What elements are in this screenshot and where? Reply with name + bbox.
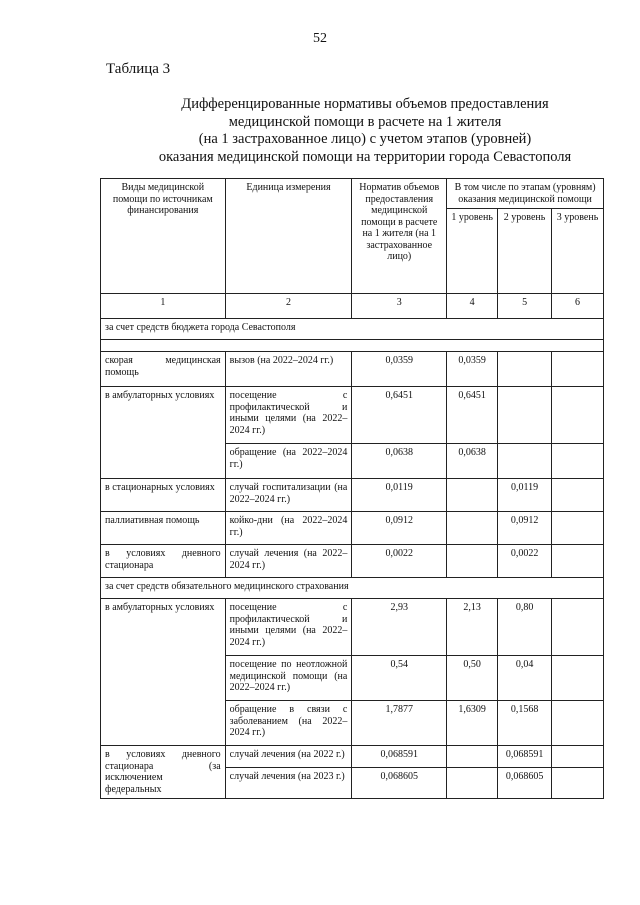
cell-unit: посещение по неотложной медицинской помощи (на 2022–2024 гг.) — [225, 656, 352, 701]
table-row — [101, 545, 604, 578]
cell-unit: случай лечения (на 2023 г.) — [225, 768, 352, 799]
title-line: оказания медицинской помощи на территории города Севастополя — [158, 148, 572, 165]
cell-level2 — [498, 387, 552, 444]
cell-level1: 0,0638 — [447, 444, 498, 479]
table-title — [90, 96, 640, 166]
title-line: Дифференцированные нормативы объемов предоставления — [181, 96, 549, 112]
header-levels-group: В том числе по этапам (уровням) оказания медицинской помощи — [447, 179, 604, 209]
cell-level2 — [498, 444, 552, 479]
cell-level3 — [552, 545, 604, 578]
cell-norm: 0,0638 — [352, 444, 447, 479]
cell-level3 — [552, 768, 604, 799]
cell-norm: 0,6451 — [352, 387, 447, 444]
cell-level1: 2,13 — [447, 599, 498, 656]
cell-level2 — [498, 352, 552, 387]
column-number: 2 — [225, 294, 352, 319]
cell-norm: 0,0359 — [352, 352, 447, 387]
cell-level3 — [552, 746, 604, 768]
cell-norm: 0,068605 — [352, 768, 447, 799]
table-row — [101, 387, 604, 444]
cell-unit: койко-дни (на 2022–2024 гг.) — [225, 512, 352, 545]
cell-unit: посещение с профилактической и иными целями (на 2022–2024 гг.) — [225, 387, 352, 444]
cell-level3 — [552, 479, 604, 512]
cell-type: в условиях дневного стационара (за исключением федеральных — [101, 746, 226, 799]
section-row — [101, 319, 604, 340]
cell-unit: обращение в связи с заболеванием (на 2022–2024 гг.) — [225, 701, 352, 746]
title-line: медицинской помощи в расчете на 1 жителя — [228, 113, 502, 130]
cell-level1: 1,6309 — [447, 701, 498, 746]
table-row — [101, 479, 604, 512]
cell-level3 — [552, 387, 604, 444]
cell-level1 — [447, 768, 498, 799]
cell-norm: 1,7877 — [352, 701, 447, 746]
column-number: 5 — [498, 294, 552, 319]
cell-level3 — [552, 599, 604, 656]
cell-type: паллиативная помощь — [101, 512, 226, 545]
cell-level2: 0,0119 — [498, 479, 552, 512]
section-row — [101, 578, 604, 599]
cell-level1: 0,50 — [447, 656, 498, 701]
column-numbers-row — [101, 294, 604, 319]
table-row — [101, 352, 604, 387]
cell-norm: 0,0119 — [352, 479, 447, 512]
table-row — [101, 746, 604, 768]
cell-unit: случай лечения (на 2022–2024 гг.) — [225, 545, 352, 578]
cell-level2: 0,04 — [498, 656, 552, 701]
header-col1: Виды медицинской помощи по источникам финансирования — [101, 179, 226, 294]
cell-norm: 0,54 — [352, 656, 447, 701]
cell-type: в стационарных условиях — [101, 479, 226, 512]
header-level1: 1 уровень — [447, 209, 498, 294]
cell-type: в амбулаторных условиях — [101, 599, 226, 746]
cell-level3 — [552, 512, 604, 545]
cell-level2: 0,0022 — [498, 545, 552, 578]
cell-norm: 0,0022 — [352, 545, 447, 578]
norms-table — [100, 178, 604, 799]
cell-unit: случай лечения (на 2022 г.) — [225, 746, 352, 768]
cell-level3 — [552, 701, 604, 746]
cell-level1 — [447, 512, 498, 545]
cell-norm: 0,0912 — [352, 512, 447, 545]
cell-level1: 0,0359 — [447, 352, 498, 387]
page-number: 52 — [313, 31, 327, 46]
section-title: за счет средств бюджета города Севастополя — [101, 319, 604, 340]
cell-type: скорая медицинская помощь — [101, 352, 226, 387]
header-level3: 3 уровень — [552, 209, 604, 294]
spacer-row — [101, 340, 604, 352]
column-number: 3 — [352, 294, 447, 319]
header-col3: Норматив объемов предоставления медицинской помощи в расчете на 1 жителя (на 1 застрахованное лицо) — [352, 179, 447, 294]
cell-unit: посещение с профилактической и иными целями (на 2022–2024 гг.) — [225, 599, 352, 656]
cell-level3 — [552, 656, 604, 701]
cell-level2: 0,80 — [498, 599, 552, 656]
column-number: 4 — [447, 294, 498, 319]
cell-unit: обращение (на 2022–2024 гг.) — [225, 444, 352, 479]
cell-unit: случай госпитализации (на 2022–2024 гг.) — [225, 479, 352, 512]
cell-type: в амбулаторных условиях — [101, 387, 226, 479]
cell-level1 — [447, 545, 498, 578]
cell-level3 — [552, 352, 604, 387]
column-number: 6 — [552, 294, 604, 319]
cell-unit: вызов (на 2022–2024 гг.) — [225, 352, 352, 387]
header-level2: 2 уровень — [498, 209, 552, 294]
column-number: 1 — [101, 294, 226, 319]
cell-level2: 0,1568 — [498, 701, 552, 746]
header-row — [101, 179, 604, 209]
section-title: за счет средств обязательного медицинского страхования — [101, 578, 604, 599]
cell-level1: 0,6451 — [447, 387, 498, 444]
header-col2: Единица измерения — [225, 179, 352, 294]
cell-level2: 0,0912 — [498, 512, 552, 545]
cell-level2: 0,068591 — [498, 746, 552, 768]
cell-norm: 0,068591 — [352, 746, 447, 768]
table-label: Таблица 3 — [106, 61, 171, 77]
cell-type: в условиях дневного стационара — [101, 545, 226, 578]
cell-level1 — [447, 746, 498, 768]
cell-level2: 0,068605 — [498, 768, 552, 799]
cell-level1 — [447, 479, 498, 512]
title-line: (на 1 застрахованное лицо) с учетом этапов (уровней) — [198, 131, 532, 147]
table-row — [101, 512, 604, 545]
cell-level3 — [552, 444, 604, 479]
table-row — [101, 599, 604, 656]
cell-norm: 2,93 — [352, 599, 447, 656]
